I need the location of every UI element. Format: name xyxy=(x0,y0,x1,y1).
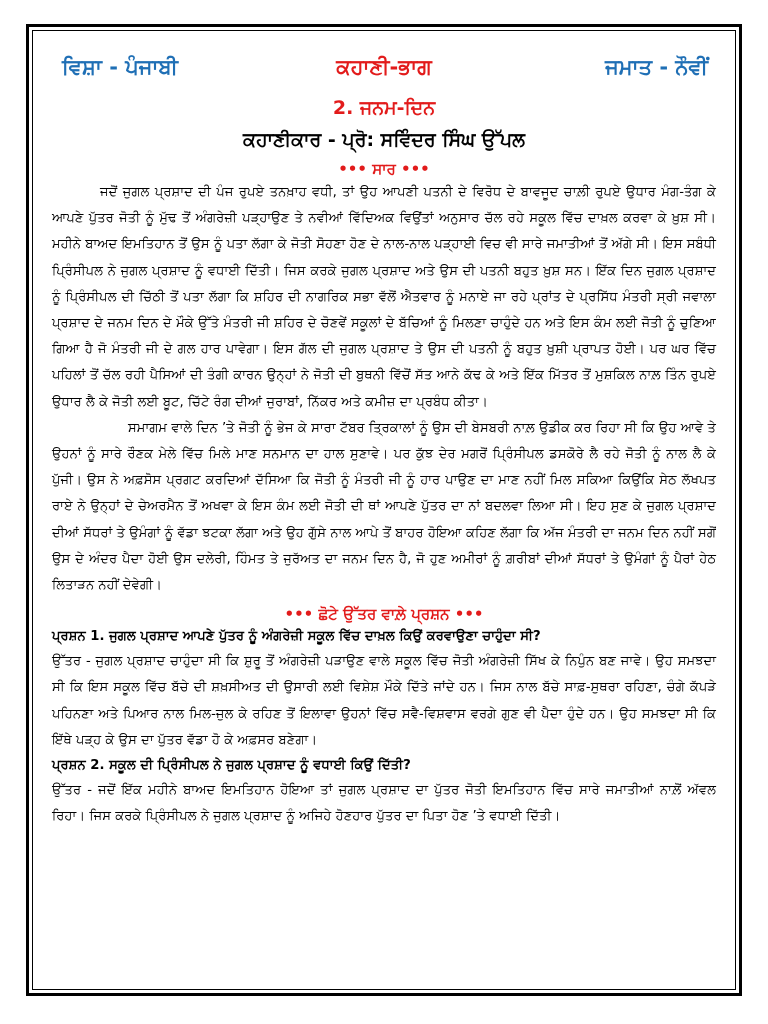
header-row xyxy=(52,52,716,86)
short-questions-heading: ••• ਛੋਟੇ ਉੱਤਰ ਵਾਲ਼ੇ ਪ੍ਰਸ਼ਨ ••• xyxy=(284,605,484,624)
chapter-title: 2. ਜਨਮ-ਦਿਨ xyxy=(332,97,436,119)
subject-label: ਵਿਸ਼ਾ - ਪੰਜਾਬੀ xyxy=(62,55,178,79)
summary-paragraph-1: ਜਦੋਂ ਜੁਗਲ ਪ੍ਰਸ਼ਾਦ ਦੀ ਪੰਜ ਰੁਪਏ ਤਨਖ਼ਾਹ ਵਧੀ, ਤਾਂ ਉਹ ਆਪਣੀ ਪਤਨੀ ਦੇ ਵਿਰੋਧ ਦੇ ਬਾਵਜੂਦ ਚਾਲ਼ੀ ਰੁਪਏ ਉਧਾਰ ਮੰਗ-ਤੰਗ ਕੇ ਆਪਣੇ ਪੁੱਤਰ ਜੋਤੀ ਨੂੰ ਮੁੱਢ ਤੋਂ ਅੰਗਰੇਜ਼ੀ ਪੜ੍ਹਾਉਣ ਤੇ ਨਵੀਆਂ ਵਿੱਦਿਅਕ ਵਿਉਂਤਾਂ ਅਨੁਸਾਰ ਚੱਲ ਰਹੇ ਸਕੂਲ ਵਿੱਚ ਦਾਖ਼ਲ ਕਰਵਾ ਕੇ ਖ਼ੁਸ਼ ਸੀ। ਮਹੀਨੇ ਬਾਅਦ ਇਮਤਿਹਾਨ ਤੋਂ ਉਸ ਨੂੰ ਪਤਾ ਲੱਗਾ ਕੇ ਜੋਤੀ ਸੋਹਣਾ ਹੋਣ ਦੇ ਨਾਲ-ਨਾਲ ਪੜ੍ਹਾਈ ਵਿਚ ਵੀ ਸਾਰੇ ਜਮਾਤੀਆਂ ਤੋਂ ਅੱਗੇ ਸੀ। ਇਸ ਸਬੰਧੀ ਪ੍ਰਿੰਸੀਪਲ ਨੇ ਜੁਗਲ ਪ੍ਰਸ਼ਾਦ ਨੂੰ ਵਧਾਈ ਦਿੱਤੀ। ਜਿਸ ਕਰਕੇ ਜੁਗਲ ਪ੍ਰਸ਼ਾਦ ਅਤੇ ਉਸ ਦੀ ਪਤਨੀ ਬਹੁਤ ਖ਼ੁਸ਼ ਸਨ। ਇੱਕ ਦਿਨ ਜੁਗਲ ਪ੍ਰਸ਼ਾਦ ਨੂੰ ਪ੍ਰਿੰਸੀਪਲ ਦੀ ਚਿੱਠੀ ਤੋਂ ਪਤਾ ਲੱਗਾ ਕਿ ਸ਼ਹਿਰ ਦੀ ਨਾਗਰਿਕ ਸਭਾ ਵੱਲੋਂ ਐਤਵਾਰ ਨੂੰ ਮਨਾਏ ਜਾ ਰਹੇ ਪ੍ਰਾਂਤ ਦੇ ਪ੍ਰਸਿੱਧ ਮੰਤਰੀ ਸ੍ਰੀ ਜਵਾਲਾ ਪ੍ਰਸ਼ਾਦ ਦੇ ਜਨਮ ਦਿਨ ਦੇ ਮੌਕੇ ਉੱਤੇ ਮੰਤਰੀ ਜੀ ਸ਼ਹਿਰ ਦੇ ਚੋਣਵੇਂ ਸਕੂਲਾਂ ਦੇ ਬੱਚਿਆਂ ਨੂੰ ਮਿਲਣਾ ਚਾਹੁੰਦੇ ਹਨ ਅਤੇ ਇਸ ਕੰਮ ਲਈ ਜੋਤੀ ਨੂੰ ਚੁਣਿਆ ਗਿਆ ਹੈ ਜੋ ਮੰਤਰੀ ਜੀ ਦੇ ਗਲ ਹਾਰ ਪਾਵੇਗਾ। ਇਸ ਗੱਲ ਦੀ ਜੁਗਲ ਪ੍ਰਸ਼ਾਦ ਤੇ ਉਸ ਦੀ ਪਤਨੀ ਨੂੰ ਬਹੁਤ ਖ਼ੁਸ਼ੀ ਪ੍ਰਾਪਤ ਹੋਈ। ਪਰ ਘਰ ਵਿੱਚ ਪਹਿਲਾਂ ਤੋਂ ਚੱਲ ਰਹੀ ਪੈਸਿਆਂ ਦੀ ਤੰਗੀ ਕਾਰਨ ਉਨ੍ਹਾਂ ਨੇ ਜੋਤੀ ਦੀ ਬੁਥਨੀ ਵਿੱਚੋਂ ਸੱਤ ਆਨੇ ਕੱਢ ਕੇ ਅਤੇ ਇੱਕ ਮਿੱਤਰ ਤੋਂ ਮੁਸ਼ਕਿਲ ਨਾਲ਼ ਤਿੰਨ ਰੁਪਏ ਉਧਾਰ ਲੈ ਕੇ ਜੋਤੀ ਲਈ ਬੂਟ, ਚਿੱਟੇ ਰੰਗ ਦੀਆਂ ਜੁਰਾਬਾਂ, ਨਿੱਕਰ ਅਤੇ ਕਮੀਜ਼ ਦਾ ਪ੍ਰਬੰਧ ਕੀਤਾ। xyxy=(52,185,716,410)
document-content xyxy=(52,52,716,830)
summary-paragraph-2: ਸਮਾਗਮ ਵਾਲੇ ਦਿਨ ’ਤੇ ਜੋਤੀ ਨੂੰ ਭੇਜ ਕੇ ਸਾਰਾ ਟੱਬਰ ਤ੍ਰਿਕਾਲਾਂ ਨੂੰ ਉਸ ਦੀ ਬੇਸਬਰੀ ਨਾਲ਼ ਉਡੀਕ ਕਰ ਰਿਹਾ ਸੀ ਕਿ ਉਹ ਆਵੇ ਤੇ ਉਹਨਾਂ ਨੂੰ ਸਾਰੇ ਰੌਣਕ ਮੇਲੇ ਵਿੱਚ ਮਿਲੇ ਮਾਣ ਸਨਮਾਨ ਦਾ ਹਾਲ ਸੁਣਾਵੇ। ਪਰ ਕੁੱਝ ਦੇਰ ਮਗਰੋਂ ਪ੍ਰਿੰਸੀਪਲ ਡਸਕੋਰੇ ਲੈ ਰਹੇ ਜੋਤੀ ਨੂੰ ਨਾਲ ਲੈ ਕੇ ਪੁੱਜੀ। ਉਸ ਨੇ ਅਫ਼ਸੋਸ ਪ੍ਰਗਟ ਕਰਦਿਆਂ ਦੱਸਿਆ ਕਿ ਜੋਤੀ ਨੂੰ ਮੰਤਰੀ ਜੀ ਨੂੰ ਹਾਰ ਪਾਉਣ ਦਾ ਮਾਣ ਨਹੀਂ ਮਿਲ ਸਕਿਆ ਕਿਉਂਕਿ ਸੇਠ ਲੱਖਪਤ ਰਾਏ ਨੇ ਉਨ੍ਹਾਂ ਦੇ ਚੇਅਰਮੈਨ ਤੋਂ ਅਖਵਾ ਕੇ ਇਸ ਕੰਮ ਲਈ ਜੋਤੀ ਦੀ ਥਾਂ ਆਪਣੇ ਪੁੱਤਰ ਦਾ ਨਾਂ ਬਦਲਵਾ ਲਿਆ ਸੀ। ਇਹ ਸੁਣ ਕੇ ਜੁਗਲ ਪ੍ਰਸ਼ਾਦ ਦੀਆਂ ਸੱਧਰਾਂ ਤੇ ਉਮੰਗਾਂ ਨੂੰ ਵੱਡਾ ਝਟਕਾ ਲੱਗਾ ਅਤੇ ਉਹ ਗੁੱਸੇ ਨਾਲ ਆਪੇ ਤੋਂ ਬਾਹਰ ਹੋਇਆ ਕਹਿਣ ਲੱਗਾ ਕਿ ਅੱਜ ਮੰਤਰੀ ਦਾ ਜਨਮ ਦਿਨ ਨਹੀਂ ਸਗੋਂ ਉਸ ਦੇ ਅੰਦਰ ਪੈਦਾ ਹੋਈ ਉਸ ਦਲੇਰੀ, ਹਿੰਮਤ ਤੇ ਜੁਰੱਅਤ ਦਾ ਜਨਮ ਦਿਨ ਹੈ, ਜੋ ਹੁਣ ਅਮੀਰਾਂ ਨੂੰ ਗ਼ਰੀਬਾਂ ਦੀਆਂ ਸੱਧਰਾਂ ਤੇ ਉਮੰਗਾਂ ਨੂੰ ਪੈਰਾਂ ਹੇਠ ਲਿਤਾੜਨ ਨਹੀਂ ਦੇਵੇਗੀ। xyxy=(52,420,716,594)
summary-heading: ••• ਸਾਰ ••• xyxy=(338,160,430,178)
answer-2: ਉੱਤਰ - ਜਦੋਂ ਇੱਕ ਮਹੀਨੇ ਬਾਅਦ ਇਮਤਿਹਾਨ ਹੋਇਆ ਤਾਂ ਜੁਗਲ ਪ੍ਰਸ਼ਾਦ ਦਾ ਪੁੱਤਰ ਜੋਤੀ ਇਮਤਿਹਾਨ ਵਿੱਚ ਸਾਰੇ ਜਮਾਤੀਆਂ ਨਾਲ਼ੋਂ ਅੱਵਲ ਰਿਹਾ। ਜਿਸ ਕਰਕੇ ਪ੍ਰਿੰਸੀਪਲ ਨੇ ਜੁਗਲ ਪ੍ਰਸ਼ਾਦ ਨੂੰ ਅਜਿਹੇ ਹੋਣਹਾਰ ਪੁੱਤਰ ਦਾ ਪਿਤਾ ਹੋਣ ’ਤੇ ਵਧਾਈ ਦਿੱਤੀ। xyxy=(52,783,716,825)
class-label: ਜਮਾਤ - ਨੌਵੀਂ xyxy=(605,55,708,79)
section-label: ਕਹਾਣੀ-ਭਾਗ xyxy=(336,55,432,79)
question-2: ਪ੍ਰਸ਼ਨ 2. ਸਕੂਲ ਦੀ ਪ੍ਰਿੰਸੀਪਲ ਨੇ ਜੁਗਲ ਪ੍ਰਸ਼ਾਦ ਨੂੰ ਵਧਾਈ ਕਿਉਂ ਦਿੱਤੀ? xyxy=(52,758,411,774)
answer-1: ਉੱਤਰ - ਜੁਗਲ ਪ੍ਰਸ਼ਾਦ ਚਾਹੁੰਦਾ ਸੀ ਕਿ ਸ਼ੁਰੂ ਤੋਂ ਅੰਗਰੇਜ਼ੀ ਪੜਾਉਣ ਵਾਲੇ ਸਕੂਲ ਵਿੱਚ ਜੋਤੀ ਅੰਗਰੇਜ਼ੀ ਸਿੱਖ ਕੇ ਨਿਪੁੰਨ ਬਣ ਜਾਵੇ। ਉਹ ਸਮਝਦਾ ਸੀ ਕਿ ਇਸ ਸਕੂਲ ਵਿੱਚ ਬੱਚੇ ਦੀ ਸ਼ਖ਼ਸੀਅਤ ਦੀ ਉਸਾਰੀ ਲਈ ਵਿਸ਼ੇਸ਼ ਮੌਕੇ ਦਿੱਤੇ ਜਾਂਦੇ ਹਨ। ਜਿਸ ਨਾਲ ਬੱਚੇ ਸਾਫ਼-ਸੁਥਰਾ ਰਹਿਣਾ, ਚੰਗੇ ਕੱਪੜੇ ਪਹਿਨਣਾ ਅਤੇ ਪਿਆਰ ਨਾਲ ਮਿਲ-ਜੁਲ ਕੇ ਰਹਿਣ ਤੋਂ ਇਲਾਵਾ ਉਹਨਾਂ ਵਿੱਚ ਸਵੈ-ਵਿਸ਼ਵਾਸ ਵਰਗੇ ਗੁਣ ਵੀ ਪੈਦਾ ਹੁੰਦੇ ਹਨ। ਉਹ ਸਮਝਦਾ ਸੀ ਕਿ ਇੱਥੇ ਪੜ੍ਹ ਕੇ ਉਸ ਦਾ ਪੁੱਤਰ ਵੱਡਾ ਹੋ ਕੇ ਅਫ਼ਸਰ ਬਣੇਗਾ। xyxy=(52,654,716,748)
question-1: ਪ੍ਰਸ਼ਨ 1. ਜੁਗਲ ਪ੍ਰਸ਼ਾਦ ਆਪਣੇ ਪੁੱਤਰ ਨੂੰ ਅੰਗਰੇਜ਼ੀ ਸਕੂਲ ਵਿੱਚ ਦਾਖ਼ਲ ਕਿਉਂ ਕਰਵਾਉਣਾ ਚਾਹੁੰਦਾ ਸੀ? xyxy=(52,629,541,645)
author-line: ਕਹਾਣੀਕਾਰ - ਪ੍ਰੋ: ਸਵਿੰਦਰ ਸਿੰਘ ਉੱਪਲ xyxy=(243,129,525,151)
